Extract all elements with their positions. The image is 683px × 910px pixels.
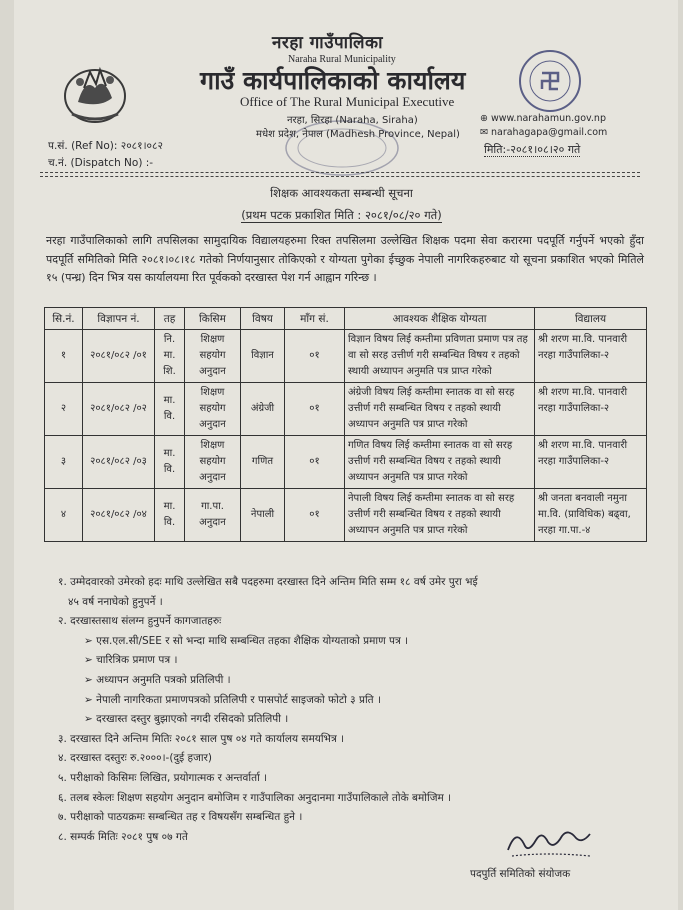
handwritten-signature [498,820,598,864]
email: ✉ narahagapa@gmail.com [480,127,608,138]
cell-qualification: गणित विषय लिई कम्तीमा स्नातक वा सो सरह उत्तीर्ण गरी सम्बन्धित विषय र तहको स्थायी अध्यापन अनुमति पत्र प्राप्त गरेको [345,436,535,489]
document-item: ➢ एस.एल.सी/SEE र सो भन्दा माथि सम्बन्धित तहका शैक्षिक योग्यताको प्रमाण पत्र । [84,634,409,647]
cell-school: श्री शरण मा.वि. पानवारी नरहा गाउँपालिका-२ [535,330,647,383]
website: ⊕ www.narahamun.gov.np [480,113,606,124]
column-header: विज्ञापन नं. [83,308,155,330]
note-4: ४. दरखास्त दस्तुरः रु.२०००।-(दुई हजार) [58,752,212,765]
arrow-bullet-icon: ➢ [84,634,97,647]
municipality-name-en: Naraha Rural Municipality [288,54,396,65]
column-header: किसिम [185,308,241,330]
cell-level: मा. वि. [155,383,185,436]
notice-subtitle: (प्रथम पटक प्रकाशित मिति : २०८१/०८/२० गते) [241,208,442,222]
table-row [45,383,647,436]
cell-subject: अंग्रेजी [241,383,285,436]
cell-qualification: अंग्रेजी विषय लिई कम्तीमा स्नातक वा सो सरह उत्तीर्ण गरी सम्बन्धित विषय र तहको स्थायी अध्यापन अनुमति पत्र प्राप्त गरेको [345,383,535,436]
cell-serial: १ [45,330,83,383]
office-title-np: गाउँ कार्यपालिकाको कार्यालय [200,66,466,95]
document-item: ➢ चारित्रिक प्रमाण पत्र । [84,654,178,667]
issue-date: मिति:-२०८१।०८।२० गते [484,143,581,156]
note-1: १. उम्मेदवारको उमेरको हदः माथि उल्लेखित सबै पदहरुमा दरखास्त दिने अन्तिम मिति सम्म १८ वर्ष उमेर पुरा भई [58,576,478,588]
notes-list [58,573,648,847]
cell-subject: विज्ञान [241,330,285,383]
dispatch-number: च.नं. (Dispatch No) :- [48,157,154,169]
note-2: २. दरखास्तसाथ संलग्न हुनुपर्ने कागजातहरुः [58,615,222,628]
nepal-emblem-icon [60,58,130,128]
note-1-cont: ४५ वर्ष ननाघेको हुनुपर्ने । [68,595,163,608]
globe-icon: ⊕ [480,113,491,124]
cell-ad-number: २०८१/०८२ /०४ [83,489,155,542]
cell-school: श्री शरण मा.वि. पानवारी नरहा गाउँपालिका-२ [535,436,647,489]
envelope-icon: ✉ [480,127,491,138]
document-item: ➢ अध्यापन अनुमति पत्रको प्रतिलिपी । [84,673,231,686]
cell-level: मा. वि. [155,436,185,489]
column-header: विषय [241,308,285,330]
note-5: ५. परीक्षाको किसिमः लिखित, प्रयोगात्मक र अन्तर्वार्ता । [58,771,268,784]
cell-ad-number: २०८१/०८२ /०३ [83,436,155,489]
province-line: मधेश प्रदेश, नेपाल (Madhesh Province, Nepal) [256,129,460,140]
cell-demand: ०१ [285,436,345,489]
cell-serial: ४ [45,489,83,542]
note-3: ३. दरखास्त दिने अन्तिम मितिः २०८१ साल पुष ०४ गते कार्यालय समयभित्र । [58,732,345,745]
signatory-title: पदपुर्ति समितिको संयोजक [470,868,571,880]
table-row [45,489,647,542]
note-7: ७. परीक्षाको पाठयक्रमः सम्बन्धित तह र विषयसँग सम्बन्धित हुने । [58,811,303,824]
cell-serial: ३ [45,436,83,489]
cell-type: शिक्षण सहयोग अनुदान [185,330,241,383]
document-item: ➢ नेपाली नागरिकता प्रमाणपत्रको प्रतिलिपी र पासपोर्ट साइजको फोटो ३ प्रति । [84,693,381,706]
reference-number: प.सं. (Ref No): २०८१।०८२ [48,140,163,152]
cell-type: शिक्षण सहयोग अनुदान [185,383,241,436]
cell-demand: ०१ [285,489,345,542]
cell-type: गा.पा. अनुदान [185,489,241,542]
arrow-bullet-icon: ➢ [84,693,97,706]
table-header-row [45,308,647,330]
cell-school: श्री शरण मा.वि. पानवारी नरहा गाउँपालिका-२ [535,383,647,436]
document-item: ➢ दरखास्त दस्तुर बुझाएको नगदी रसिदको प्रतिलिपी । [84,713,289,726]
cell-ad-number: २०८१/०८२ /०१ [83,330,155,383]
column-header: आवश्यक शैक्षिक योग्यता [345,308,535,330]
arrow-bullet-icon: ➢ [84,713,97,726]
vacancy-table [44,307,647,542]
table-row [45,436,647,489]
cell-serial: २ [45,383,83,436]
table-row [45,330,647,383]
municipality-name-np: नरहा गाउँपालिका [272,33,383,53]
header-divider [40,176,640,177]
column-header: माँग सं. [285,308,345,330]
header-divider [40,172,640,173]
cell-subject: गणित [241,436,285,489]
cell-school: श्री जनता बनवाली नमुना मा.वि. (प्राविधिक) बढ्वा, नरहा गा.पा.-४ [535,489,647,542]
note-6: ६. तलब स्केलः शिक्षण सहयोग अनुदान बमोजिम र गाउँपालिका अनुदानमा गाउँपालिकाले तोके बमोजिम । [58,791,452,804]
office-title-en: Office of The Rural Municipal Executive [240,94,455,109]
column-header: तह [155,308,185,330]
cell-demand: ०१ [285,330,345,383]
cell-subject: नेपाली [241,489,285,542]
municipality-seal-icon [517,48,583,114]
arrow-bullet-icon: ➢ [84,654,97,667]
cell-qualification: विज्ञान विषय लिई कम्तीमा प्रविणता प्रमाण पत्र तह वा सो सरह उत्तीर्ण गरी सम्बन्धित विषय र तहको स्थायी अध्यापन अनुमति पत्र प्राप्त गरेको [345,330,535,383]
address-line: नरहा, सिरहा (Naraha, Siraha) [287,115,418,126]
arrow-bullet-icon: ➢ [84,673,97,686]
notice-paragraph: नरहा गाउँपालिकाको लागि तपसिलका सामुदायिक विद्यालयहरुमा रिक्त तपसिलमा उल्लेखित शिक्षक पदमा सेवा करारमा पदपूर्ति गर्नुपर्ने भएको हुँदा पदपूर्ति समितिको मिति २०८१।०८।१८ गतेको निर्णयानुसार तोकिएको र योग्यता पुगेका ईच्छुक नेपाली नागरिकहरुबाट यो सूचना प्रकाशित भएको मितिले १५ (पन्ध्र) दिन भित्र यस कार्यालयमा रित पूर्वकको दरखास्त पेश गर्न आह्वान गरिन्छ । [46,234,644,284]
cell-level: नि. मा. शि. [155,330,185,383]
note-8: ८. सम्पर्क मितिः २०८१ पुष ०७ गते [58,830,188,843]
cell-demand: ०१ [285,383,345,436]
column-header: विद्यालय [535,308,647,330]
cell-qualification: नेपाली विषय लिई कम्तीमा स्नातक वा सो सरह उत्तीर्ण गरी सम्बन्धित विषय र तहको स्थायी अध्यापन अनुमति पत्र प्राप्त गरेको [345,489,535,542]
cell-ad-number: २०८१/०८२ /०२ [83,383,155,436]
column-header: सि.नं. [45,308,83,330]
cell-type: शिक्षण सहयोग अनुदान [185,436,241,489]
notice-title: शिक्षक आवश्यकता सम्बन्धी सूचना [270,186,413,200]
cell-level: मा. वि. [155,489,185,542]
